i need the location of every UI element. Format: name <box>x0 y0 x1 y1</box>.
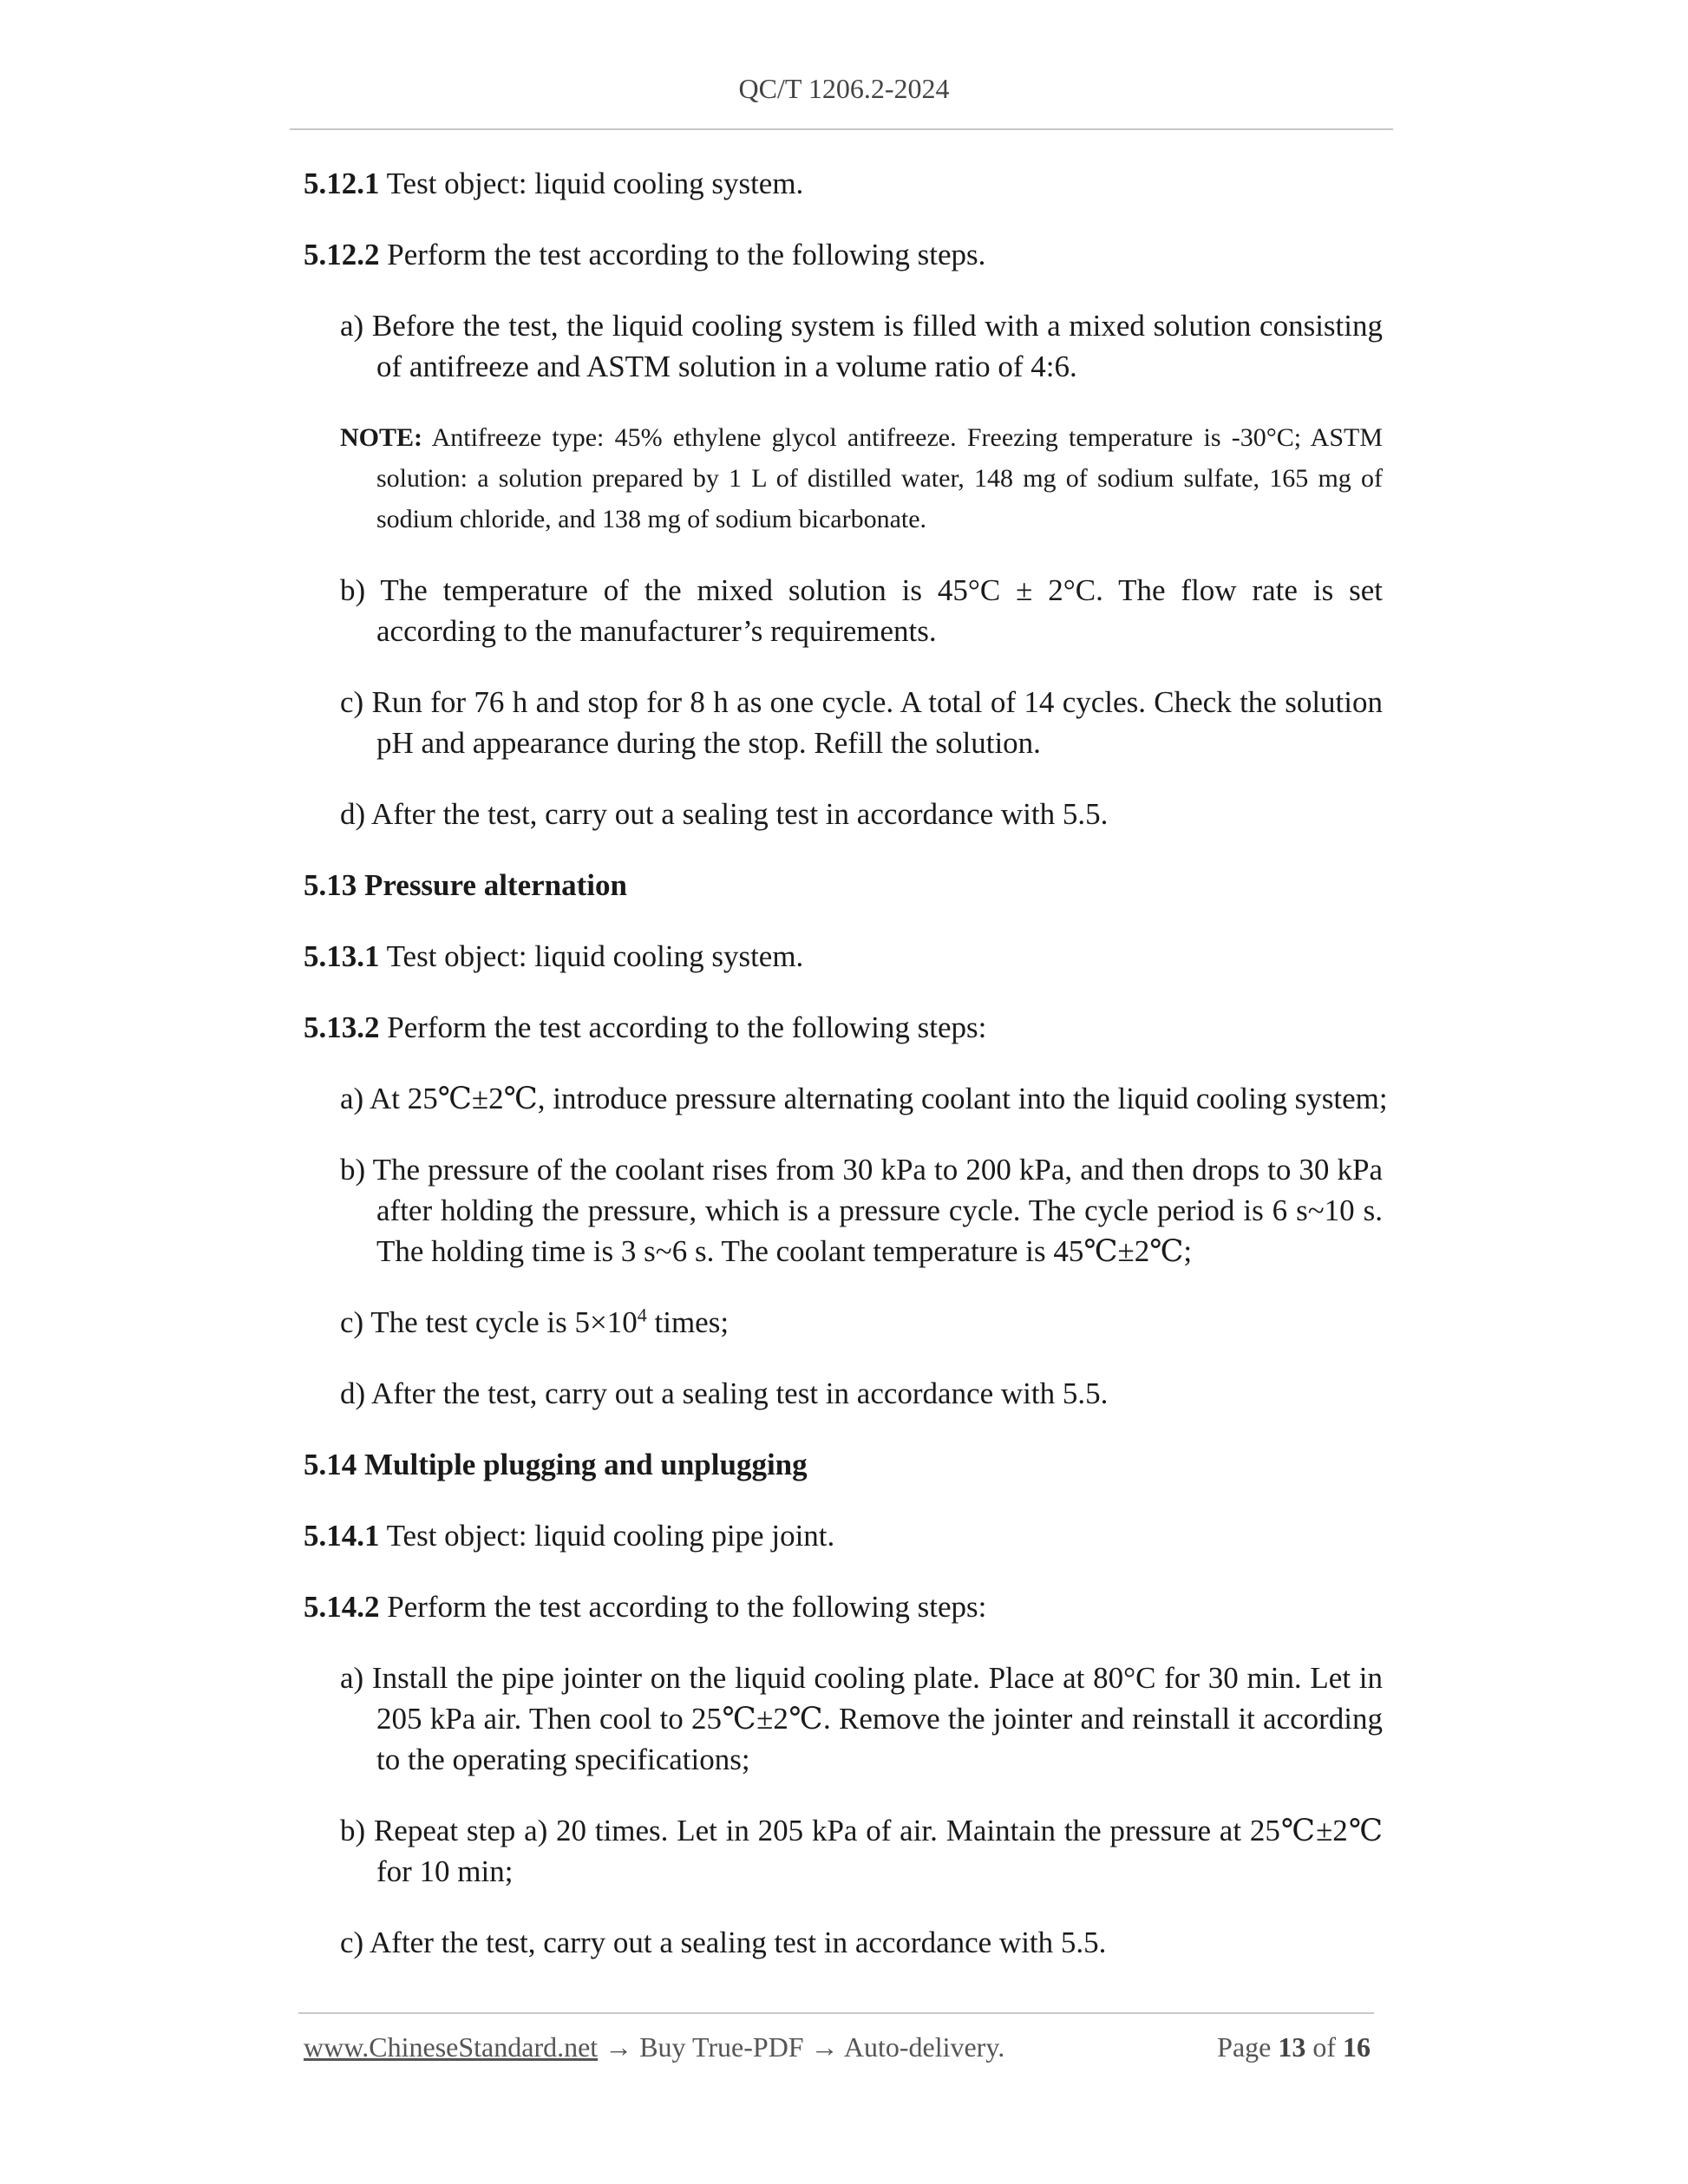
step-5-13-2-c <box>304 1302 1383 1343</box>
clause-5-12-2 <box>304 234 1383 275</box>
site-link[interactable]: www.ChineseStandard.net <box>304 2031 599 2063</box>
clause-number: 5.12.2 <box>304 238 380 271</box>
page-number: 13 <box>1278 2031 1306 2063</box>
clause-text: Perform the test according to the following steps: <box>379 1010 987 1044</box>
of-label: of <box>1305 2031 1343 2063</box>
clause-number: 5.14.2 <box>304 1590 380 1624</box>
note-5-12 <box>304 417 1383 539</box>
footer-divider <box>298 2012 1374 2014</box>
note-label: NOTE: <box>340 423 423 452</box>
clause-5-14-2 <box>304 1586 1383 1627</box>
clause-text: Test object: liquid cooling system. <box>379 939 804 973</box>
heading-5-13 <box>304 865 1383 906</box>
clause-5-12-1 <box>304 163 1383 204</box>
step-5-13-2-a: a) At 25℃±2℃, introduce pressure alternating coolant into the liquid cooling system; <box>340 1082 1388 1115</box>
step-5-14-2-c: c) After the test, carry out a sealing test in accordance with 5.5. <box>340 1926 1107 1959</box>
clause-5-13-2 <box>304 1007 1383 1048</box>
step-text-end: times; <box>646 1305 730 1339</box>
clause-number: 5.12.1 <box>304 167 380 200</box>
clause-text: Perform the test according to the following steps. <box>379 238 986 271</box>
step-5-13-2-b: b) The pressure of the coolant rises from 30 kPa to 200 kPa, and then drops to 30 kPa after holding the pressure, which is a pressure cycle. The cycle period is 6 s~10 s. The holding time is 3 s~6 s. The coolant temperature is 45℃±2℃; <box>340 1153 1383 1268</box>
section-heading: 5.14 Multiple plugging and unplugging <box>304 1448 808 1481</box>
step-5-13-2-d: d) After the test, carry out a sealing test in accordance with 5.5. <box>340 1376 1109 1410</box>
clause-text: Perform the test according to the following steps: <box>379 1590 987 1624</box>
clause-text: Test object: liquid cooling pipe joint. <box>379 1519 835 1553</box>
document-id-header: QC/T 1206.2-2024 <box>738 73 950 104</box>
heading-5-14 <box>304 1444 1383 1485</box>
clause-number: 5.13.2 <box>304 1010 380 1044</box>
page-label: Page <box>1217 2031 1279 2063</box>
footer-tagline: → Buy True-PDF → Auto-delivery. <box>598 2031 1005 2063</box>
section-heading: 5.13 Pressure alternation <box>304 868 627 902</box>
header-divider <box>290 128 1393 130</box>
step-5-12-2-c: c) Run for 76 h and stop for 8 h as one cycle. A total of 14 cycles. Check the solution pH and appearance during the stop. Refill the solution. <box>340 685 1383 760</box>
step-5-12-2-d: d) After the test, carry out a sealing test in accordance with 5.5. <box>340 797 1109 831</box>
clause-number: 5.14.1 <box>304 1519 380 1553</box>
step-text: c) The test cycle is 5×10 <box>340 1305 638 1339</box>
footer-left <box>304 2031 1004 2063</box>
note-text: Antifreeze type: 45% ethylene glycol antifreeze. Freezing temperature is -30°C; ASTM solution: a solution prepared by 1 L of distilled water, 148 mg of sodium sulfate, 165 mg of sodium chloride, and 138 mg of sodium bicarbonate. <box>376 423 1383 533</box>
document-body <box>304 163 1388 1993</box>
clause-5-13-1 <box>304 936 1383 977</box>
page-indicator <box>1217 2031 1371 2063</box>
step-5-14-2-b: b) Repeat step a) 20 times. Let in 205 kPa of air. Maintain the pressure at 25℃±2℃ for 10 min; <box>340 1814 1383 1888</box>
step-5-14-2-a: a) Install the pipe jointer on the liquid cooling plate. Place at 80°C for 30 min. Let in 205 kPa air. Then cool to 25℃±2℃. Remove the jointer and reinstall it according to the operating specifications; <box>340 1661 1383 1776</box>
exponent: 4 <box>637 1304 647 1326</box>
clause-text: Test object: liquid cooling system. <box>379 167 804 200</box>
step-5-12-2-b: b) The temperature of the mixed solution is 45°C ± 2°C. The flow rate is set according to the manufacturer’s requirements. <box>340 573 1383 648</box>
clause-number: 5.13.1 <box>304 939 380 973</box>
step-5-12-2-a: a) Before the test, the liquid cooling system is filled with a mixed solution consisting of antifreeze and ASTM solution in a volume ratio of 4:6. <box>340 309 1383 383</box>
page-total: 16 <box>1343 2031 1371 2063</box>
clause-5-14-1 <box>304 1515 1383 1556</box>
